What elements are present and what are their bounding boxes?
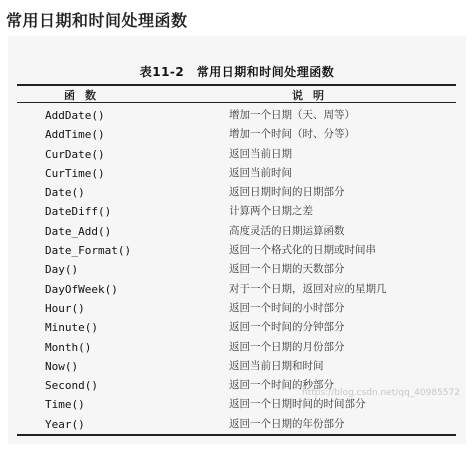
watermark: https://blog.csdn.net/qq_40985572 (301, 388, 460, 398)
table-title: 表11-2 常用日期和时间处理函数 (139, 65, 335, 79)
function-name: Year() (45, 417, 85, 431)
table-row (17, 338, 456, 357)
function-name: Second() (45, 379, 98, 393)
function-description: 对于一个日期，返回对应的星期几 (229, 282, 387, 295)
function-name: DateDiff() (45, 205, 112, 219)
function-name: CurDate() (45, 147, 105, 161)
column-header-description: 说明 (292, 89, 334, 102)
function-name: Day() (45, 263, 79, 277)
function-name: Date() (45, 186, 85, 200)
function-description: 返回一个时间的分钟部分 (229, 321, 345, 334)
function-name: Minute() (45, 321, 98, 335)
function-name: CurTime() (45, 166, 105, 180)
table-row (17, 183, 456, 202)
table-row (17, 260, 456, 279)
column-header-function: 函数 (64, 89, 106, 102)
header-rule (17, 102, 456, 103)
function-description: 返回一个日期的年份部分 (229, 417, 345, 430)
function-description: 返回一个日期时间的时间部分 (229, 398, 366, 411)
table-row (17, 318, 456, 337)
table-row (17, 202, 456, 221)
function-description: 高度灵活的日期运算函数 (229, 224, 345, 237)
table-row (17, 222, 456, 241)
table-row (17, 145, 456, 164)
top-rule (17, 84, 456, 86)
function-name: Month() (45, 340, 92, 354)
function-description: 增加一个时间（时、分等） (229, 128, 355, 141)
table-figure (8, 36, 466, 444)
function-name: Date_Add() (45, 224, 112, 238)
function-name: Now() (45, 359, 79, 373)
table-row (17, 241, 456, 260)
function-description: 返回当前日期 (229, 147, 292, 160)
table-row (17, 415, 456, 434)
function-description: 返回当前时间 (229, 166, 292, 179)
function-name: Hour() (45, 301, 85, 315)
bottom-rule (17, 434, 456, 436)
function-description: 返回日期时间的日期部分 (229, 186, 345, 199)
function-name: Time() (45, 398, 85, 412)
function-description: 计算两个日期之差 (229, 205, 313, 218)
table-row (17, 299, 456, 318)
function-name: AddDate() (45, 109, 105, 122)
function-description: 返回一个时间的小时部分 (229, 301, 345, 314)
function-description: 增加一个日期（天、周等） (229, 109, 355, 121)
function-description: 返回当前日期和时间 (229, 359, 324, 372)
table-row (17, 164, 456, 183)
function-name: DayOfWeek() (45, 282, 118, 296)
function-name: AddTime() (45, 128, 105, 142)
function-description: 返回一个日期的月份部分 (229, 340, 345, 353)
table-row (17, 395, 456, 414)
table-row (17, 280, 456, 299)
table-row (17, 125, 456, 144)
function-description: 返回一个时间的秒部分 (229, 379, 334, 392)
function-description: 返回一个日期的天数部分 (229, 263, 345, 276)
table-row (17, 106, 456, 125)
page-heading: 常用日期和时间处理函数 (6, 11, 188, 30)
function-name: Date_Format() (45, 244, 132, 258)
function-description: 返回一个格式化的日期或时间串 (229, 244, 376, 257)
table-body (17, 106, 456, 434)
table-row (17, 357, 456, 376)
